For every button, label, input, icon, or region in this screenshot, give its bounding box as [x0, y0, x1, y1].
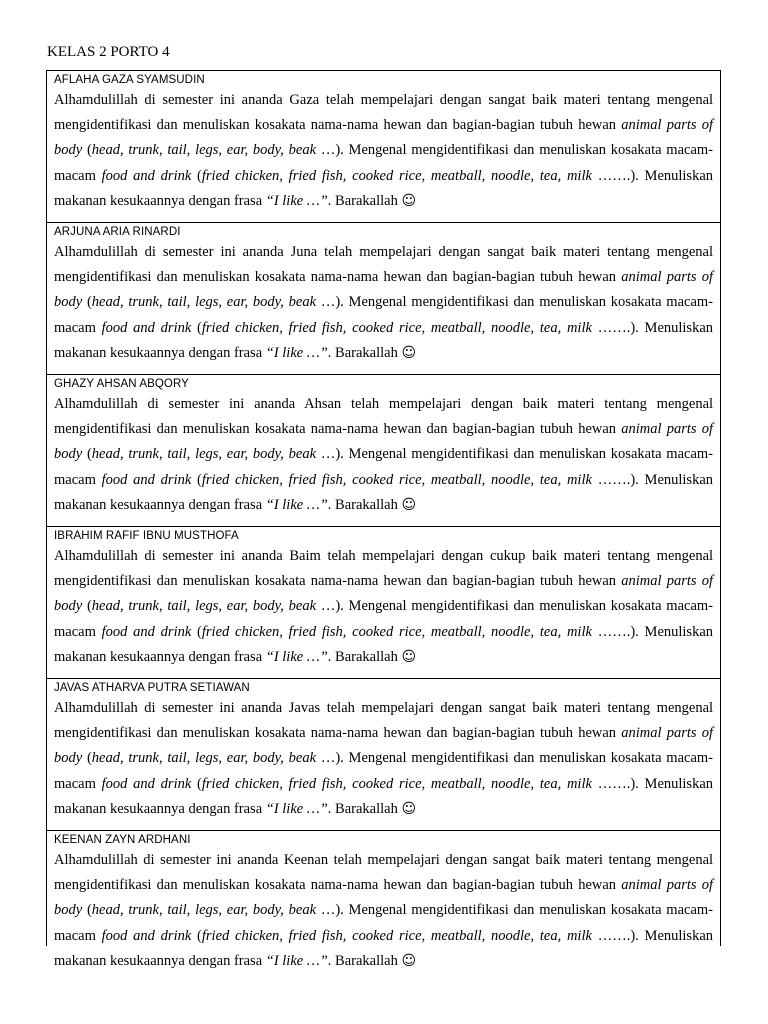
achievement-level: sangat baik	[488, 92, 557, 108]
student-nickname: Ahsan	[304, 396, 342, 412]
smiley-icon: ☺	[401, 952, 417, 969]
food-drink-phrase: food and drink	[101, 319, 192, 336]
narrative-topic-phrase: Menuliskan makanan kesukaannya dengan frasa	[54, 775, 714, 817]
narrative-learned: telah mempelajari dengan	[325, 92, 482, 108]
i-like-phrase: “I like …”	[265, 192, 328, 209]
animal-parts-list: head, trunk, tail, legs, ear, body, beak	[91, 446, 317, 463]
student-name: KEENAN ZAYN ARDHANI	[54, 834, 191, 846]
student-nickname: Baim	[289, 548, 321, 564]
food-drink-list: fried chicken, fried fish, cooked rice, meatball, noodle, tea, milk	[201, 927, 592, 944]
smiley-icon: ☺	[401, 648, 417, 665]
achievement-level: baik	[522, 396, 548, 412]
narrative-topic-phrase: Menuliskan makanan kesukaannya dengan frasa	[54, 167, 714, 209]
narrative-topic-phrase: Menuliskan makanan kesukaannya dengan frasa	[54, 319, 714, 361]
animal-parts-phrase: animal parts of body	[54, 269, 713, 311]
narrative-opening: Alhamdulillah di semester ini ananda	[54, 92, 283, 108]
ellipsis: …	[320, 142, 336, 159]
smiley-icon: ☺	[401, 496, 417, 513]
animal-parts-phrase: animal parts of body	[54, 877, 713, 919]
narrative-topic-animals: materi tentang mengenal mengidentifikasi dan menuliskan kosakata nama-nama hewan dan bagian-bagian tubuh hewan	[54, 700, 714, 742]
narrative-learned: telah mempelajari dengan	[327, 548, 484, 564]
animal-parts-list: head, trunk, tail, legs, ear, body, beak	[91, 598, 317, 615]
student-nickname: Gaza	[289, 92, 320, 108]
narrative-opening: Alhamdulillah di semester ini ananda	[54, 548, 283, 564]
narrative-topic-animals: materi tentang mengenal mengidentifikasi dan menuliskan kosakata nama-nama hewan dan bagian-bagian tubuh hewan	[54, 92, 714, 134]
closing-word: Barakallah	[335, 192, 398, 209]
student-row	[47, 831, 720, 983]
narrative-topic-food: Mengenal mengidentifikasi dan menuliskan kosakata macam-macam	[54, 902, 713, 944]
achievement-level: cukup baik	[489, 548, 557, 564]
ellipsis: …	[320, 750, 336, 767]
narrative-topic-phrase: Menuliskan makanan kesukaannya dengan frasa	[54, 927, 714, 969]
closing-word: Barakallah	[335, 800, 398, 817]
food-drink-phrase: food and drink	[101, 471, 192, 488]
ellipsis: …	[320, 446, 336, 463]
student-nickname: Javas	[288, 700, 321, 716]
smiley-icon: ☺	[401, 344, 417, 361]
closing-word: Barakallah	[335, 952, 398, 969]
narrative-topic-food: Mengenal mengidentifikasi dan menuliskan kosakata macam-macam	[54, 598, 713, 640]
student-name: ARJUNA ARIA RINARDI	[54, 226, 181, 238]
report-table	[46, 70, 721, 969]
smiley-icon: ☺	[401, 192, 417, 209]
student-name: GHAZY AHSAN ABQORY	[54, 378, 189, 390]
narrative-opening: Alhamdulillah di semester ini ananda	[54, 852, 279, 868]
food-drink-list: fried chicken, fried fish, cooked rice, meatball, noodle, tea, milk	[201, 319, 592, 336]
ellipsis: …….	[597, 623, 631, 640]
animal-parts-phrase: animal parts of body	[54, 117, 713, 159]
student-row	[47, 527, 720, 679]
ellipsis: …	[320, 902, 336, 919]
student-narrative: Alhamdulillah di semester ini ananda Baim telah mempelajari dengan cukup baik materi tentang mengenal mengidentifikasi dan menuliskan kosakata nama-nama hewan dan bagian-bagian tubuh hewan animal parts of body (head, trunk, tail, legs, ear, body, beak …). Mengenal mengidentifikasi dan menuliskan kosakata macam-macam food and drink (fried chicken, fried fish, cooked rice, meatball, noodle, tea, milk …….). Menuliskan makanan kesukaannya dengan frasa “I like …”. Barakallah ☺	[54, 548, 714, 665]
document-title: KELAS 2 PORTO 4	[47, 44, 170, 60]
narrative-topic-animals: materi tentang mengenal mengidentifikasi dan menuliskan kosakata nama-nama hewan dan bagian-bagian tubuh hewan	[54, 244, 714, 286]
narrative-opening: Alhamdulillah di semester ini ananda	[54, 244, 284, 260]
ellipsis: …….	[597, 471, 631, 488]
narrative-topic-animals: materi tentang mengenal mengidentifikasi dan menuliskan kosakata nama-nama hewan dan bagian-bagian tubuh hewan	[54, 548, 714, 590]
i-like-phrase: “I like …”	[265, 648, 328, 665]
student-row	[47, 71, 720, 223]
narrative-topic-food: Mengenal mengidentifikasi dan menuliskan kosakata macam-macam	[54, 750, 713, 792]
animal-parts-phrase: animal parts of body	[54, 421, 713, 463]
i-like-phrase: “I like …”	[265, 952, 328, 969]
animal-parts-list: head, trunk, tail, legs, ear, body, beak	[91, 750, 317, 767]
narrative-topic-food: Mengenal mengidentifikasi dan menuliskan kosakata macam-macam	[54, 446, 713, 488]
ellipsis: …	[320, 294, 336, 311]
student-name: AFLAHA GAZA SYAMSUDIN	[54, 74, 205, 86]
narrative-learned: telah mempelajari dengan	[333, 852, 488, 868]
food-drink-list: fried chicken, fried fish, cooked rice, meatball, noodle, tea, milk	[201, 775, 592, 792]
student-narrative: Alhamdulillah di semester ini ananda Keenan telah mempelajari dengan sangat baik materi tentang mengenal mengidentifikasi dan menuliskan kosakata nama-nama hewan dan bagian-bagian tubuh hewan animal parts of body (head, trunk, tail, legs, ear, body, beak …). Mengenal mengidentifikasi dan menuliskan kosakata macam-macam food and drink (fried chicken, fried fish, cooked rice, meatball, noodle, tea, milk …….). Menuliskan makanan kesukaannya dengan frasa “I like …”. Barakallah ☺	[54, 852, 714, 969]
food-drink-phrase: food and drink	[101, 623, 192, 640]
ellipsis: …….	[597, 775, 631, 792]
closing-word: Barakallah	[335, 496, 398, 513]
narrative-topic-phrase: Menuliskan makanan kesukaannya dengan frasa	[54, 623, 714, 665]
ellipsis: …….	[597, 927, 631, 944]
student-row	[47, 679, 720, 831]
smiley-icon: ☺	[401, 800, 417, 817]
animal-parts-list: head, trunk, tail, legs, ear, body, beak	[91, 142, 317, 159]
animal-parts-phrase: animal parts of body	[54, 725, 713, 767]
narrative-learned: telah mempelajari dengan	[350, 396, 513, 412]
student-narrative: Alhamdulillah di semester ini ananda Javas telah mempelajari dengan sangat baik materi tentang mengenal mengidentifikasi dan menuliskan kosakata nama-nama hewan dan bagian-bagian tubuh hewan animal parts of body (head, trunk, tail, legs, ear, body, beak …). Mengenal mengidentifikasi dan menuliskan kosakata macam-macam food and drink (fried chicken, fried fish, cooked rice, meatball, noodle, tea, milk …….). Menuliskan makanan kesukaannya dengan frasa “I like …”. Barakallah ☺	[54, 700, 714, 817]
closing-word: Barakallah	[335, 648, 398, 665]
student-nickname: Keenan	[283, 852, 329, 868]
i-like-phrase: “I like …”	[265, 496, 328, 513]
student-nickname: Juna	[290, 244, 318, 260]
i-like-phrase: “I like …”	[265, 800, 328, 817]
narrative-learned: telah mempelajari dengan	[324, 244, 481, 260]
student-row	[47, 223, 720, 375]
achievement-level: sangat baik	[487, 244, 557, 260]
narrative-topic-animals: materi tentang mengenal mengidentifikasi dan menuliskan kosakata nama-nama hewan dan bagian-bagian tubuh hewan	[54, 396, 714, 438]
student-narrative: Alhamdulillah di semester ini ananda Juna telah mempelajari dengan sangat baik materi tentang mengenal mengidentifikasi dan menuliskan kosakata nama-nama hewan dan bagian-bagian tubuh hewan animal parts of body (head, trunk, tail, legs, ear, body, beak …). Mengenal mengidentifikasi dan menuliskan kosakata macam-macam food and drink (fried chicken, fried fish, cooked rice, meatball, noodle, tea, milk …….). Menuliskan makanan kesukaannya dengan frasa “I like …”. Barakallah ☺	[54, 244, 714, 361]
food-drink-phrase: food and drink	[101, 775, 192, 792]
food-drink-phrase: food and drink	[101, 167, 192, 184]
narrative-opening: Alhamdulillah di semester ini ananda	[54, 396, 296, 412]
animal-parts-phrase: animal parts of body	[54, 573, 713, 615]
narrative-topic-food: Mengenal mengidentifikasi dan menuliskan kosakata macam-macam	[54, 142, 713, 184]
narrative-learned: telah mempelajari dengan	[326, 700, 483, 716]
animal-parts-list: head, trunk, tail, legs, ear, body, beak	[91, 902, 317, 919]
closing-word: Barakallah	[335, 344, 398, 361]
narrative-opening: Alhamdulillah di semester ini ananda	[54, 700, 283, 716]
food-drink-phrase: food and drink	[101, 927, 192, 944]
narrative-topic-phrase: Menuliskan makanan kesukaannya dengan frasa	[54, 471, 714, 513]
student-name: IBRAHIM RAFIF IBNU MUSTHOFA	[54, 530, 239, 542]
student-row	[47, 375, 720, 527]
student-name: JAVAS ATHARVA PUTRA SETIAWAN	[54, 682, 250, 694]
narrative-topic-animals: materi tentang mengenal mengidentifikasi dan menuliskan kosakata nama-nama hewan dan bagian-bagian tubuh hewan	[54, 852, 714, 894]
food-drink-list: fried chicken, fried fish, cooked rice, meatball, noodle, tea, milk	[201, 471, 592, 488]
achievement-level: sangat baik	[492, 852, 561, 868]
food-drink-list: fried chicken, fried fish, cooked rice, meatball, noodle, tea, milk	[201, 167, 592, 184]
food-drink-list: fried chicken, fried fish, cooked rice, meatball, noodle, tea, milk	[201, 623, 592, 640]
student-narrative: Alhamdulillah di semester ini ananda Gaza telah mempelajari dengan sangat baik materi tentang mengenal mengidentifikasi dan menuliskan kosakata nama-nama hewan dan bagian-bagian tubuh hewan animal parts of body (head, trunk, tail, legs, ear, body, beak …). Mengenal mengidentifikasi dan menuliskan kosakata macam-macam food and drink (fried chicken, fried fish, cooked rice, meatball, noodle, tea, milk …….). Menuliskan makanan kesukaannya dengan frasa “I like …”. Barakallah ☺	[54, 92, 714, 209]
achievement-level: sangat baik	[488, 700, 558, 716]
ellipsis: …	[320, 598, 336, 615]
ellipsis: …….	[597, 167, 631, 184]
i-like-phrase: “I like …”	[265, 344, 328, 361]
ellipsis: …….	[597, 319, 631, 336]
narrative-topic-food: Mengenal mengidentifikasi dan menuliskan kosakata macam-macam	[54, 294, 713, 336]
student-narrative: Alhamdulillah di semester ini ananda Ahsan telah mempelajari dengan baik materi tentang mengenal mengidentifikasi dan menuliskan kosakata nama-nama hewan dan bagian-bagian tubuh hewan animal parts of body (head, trunk, tail, legs, ear, body, beak …). Mengenal mengidentifikasi dan menuliskan kosakata macam-macam food and drink (fried chicken, fried fish, cooked rice, meatball, noodle, tea, milk …….). Menuliskan makanan kesukaannya dengan frasa “I like …”. Barakallah ☺	[54, 396, 714, 513]
animal-parts-list: head, trunk, tail, legs, ear, body, beak	[91, 294, 317, 311]
